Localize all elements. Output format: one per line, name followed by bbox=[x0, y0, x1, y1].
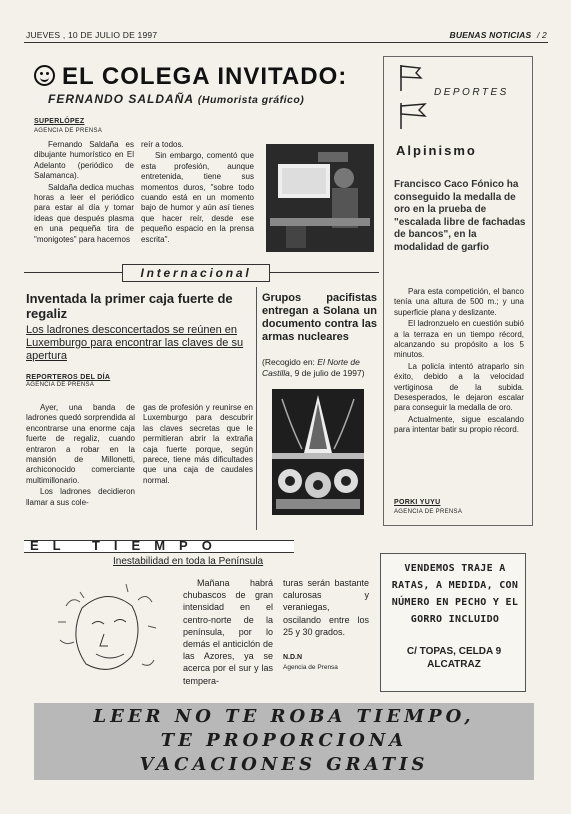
paragraph: reír a todos. bbox=[141, 140, 184, 149]
intl-byline: REPORTEROS DEL DÍA bbox=[26, 374, 111, 381]
weather-subhead: Inestabilidad en toda la Península bbox=[113, 556, 264, 567]
ad-address: C/ TOPAS, CELDA 9 ALCATRAZ bbox=[406, 646, 502, 670]
flag-icon bbox=[398, 101, 428, 131]
page-number: / 2 bbox=[536, 30, 547, 40]
headline-regaliz: Inventada la primer caja fuerte de regaliz bbox=[26, 291, 233, 321]
issue-date: JUEVES , 10 DE JULIO DE 1997 bbox=[26, 30, 158, 40]
column-divider bbox=[256, 287, 257, 530]
flag-icon bbox=[398, 63, 424, 93]
sports-headline: Francisco Caco Fónico ha conseguido la medalla de oro en la prueba de "escalada libre de fachadas de bancos", en la modalidad de garfio bbox=[394, 179, 526, 253]
intl-column-2 bbox=[143, 403, 253, 487]
paper-name: BUENAS NOTICIAS bbox=[449, 30, 532, 40]
headline-pacifistas: Grupos pacifistas entregan a Solana un documento contra las armas nucleares bbox=[262, 292, 377, 343]
paragraph: Sin embargo, comentó que esta profesión, aunque entretenida, tiene sus momentos duros, "sobre todo cuando está en un momento bajo de humor y aún así tienes que hacer reír, desde ese pequeño espacio en la prensa escrita". bbox=[141, 151, 254, 244]
weather-face-drawing bbox=[52, 578, 162, 688]
sports-title: Alpinismo bbox=[396, 143, 477, 158]
intl-agency: AGENCIA DE PRENSA bbox=[26, 382, 95, 388]
feature-column-2 bbox=[141, 140, 254, 246]
paragraph: gas de profesión y reunirse en Luxemburgo para descubrir las claves secretas que le permitieran abrir la extraña caja fuerte porque, según parece, tiene más dificultades que una caja de caudales normal. bbox=[143, 403, 253, 485]
guest-name: FERNANDO SALDAÑA bbox=[48, 92, 194, 106]
paragraph: Actualmente, sigue escalando para intentar batir su propio récord. bbox=[394, 414, 524, 435]
pacifists-source: (Recogido en: El Norte de Castilla, 9 de julio de 1997) bbox=[262, 357, 365, 378]
weather-column-2 bbox=[283, 577, 369, 639]
paragraph: Saldaña dedica muchas horas a leer el periódico para estar al día y tomar ideas que después plasma en una pequeña tira de "monigotes" para hacernos bbox=[34, 182, 134, 244]
intl-column-1 bbox=[26, 403, 135, 509]
weather-byline: N.D.N bbox=[283, 654, 303, 661]
paragraph: Para esta competición, el banco tenía una altura de 500 m.; y una superficie plana y deslizante. bbox=[394, 287, 524, 317]
sports-body bbox=[394, 287, 524, 437]
subhead-regaliz: Los ladrones desconcertados se reúnen en Luxemburgo para encontrar las claves de su apertura bbox=[26, 324, 244, 362]
protest-illustration bbox=[272, 389, 364, 515]
feature-agency: AGENCIA DE PRENSA bbox=[34, 128, 103, 134]
feature-byline: SUPERLÓPEZ bbox=[34, 118, 85, 125]
slogan-banner bbox=[34, 703, 534, 780]
sports-agency: AGENCIA DE PRENSA bbox=[394, 509, 463, 515]
section-label: EL TIEMPO bbox=[30, 538, 226, 553]
feature-subtitle bbox=[48, 92, 304, 106]
slogan-line-2: TE PROPORCIONA bbox=[160, 730, 408, 751]
section-label: DEPORTES bbox=[434, 87, 509, 98]
weather-column-1 bbox=[183, 577, 273, 688]
paragraph: turas serán bastante calurosas y veraniegas, oscilando entre los 25 y 30 grados. bbox=[283, 578, 369, 637]
paragraph: Los ladrones decidieron llamar a sus cole- bbox=[26, 487, 135, 507]
section-label: Internacional bbox=[122, 264, 270, 282]
paragraph: Ayer, una banda de ladrones quedó sorprendida al encontrarse una enorme caja fuerte de regaliz, cuando entraron a robar en la mansión de Millonetti, archiconocido comerciante multimillonario. bbox=[26, 403, 135, 485]
paragraph: Mañana habrá chubascos de gran intensidad en el centro-norte de la península, por lo demás el anticiclón de las Azores, ya se acerca por el sur y las tempera- bbox=[183, 578, 273, 686]
paragraph: La policía intentó atraparlo sin éxito, debido a la velocidad vertiginosa de la subida. Desesperados, le dejaron escalar para conseguir la medalla de oro. bbox=[394, 361, 524, 413]
slogan-line-3: VACACIONES GRATIS bbox=[139, 754, 429, 775]
paragraph: El ladronzuelo en cuestión subió a la terraza en un tiempo récord, alcanzando su propósito a los 5 minutos. bbox=[394, 319, 524, 360]
weather-agency: Agencia de Prensa bbox=[283, 664, 338, 671]
masthead bbox=[450, 30, 548, 40]
paragraph: Fernando Saldaña es dibujante humorístico en El Adelanto (periódico de Salamanca). bbox=[34, 140, 134, 181]
cartoonist-photo bbox=[266, 144, 374, 252]
feature-title: EL COLEGA INVITADO: bbox=[34, 63, 347, 91]
smiley-icon bbox=[34, 65, 55, 86]
sports-panel bbox=[383, 56, 533, 526]
ad-text: VENDEMOS TRAJE A RATAS, A MEDIDA, CON NÚMERO EN PECHO Y EL GORRO INCLUIDO bbox=[391, 563, 519, 625]
header-rule bbox=[24, 42, 548, 43]
guest-role: (Humorista gráfico) bbox=[197, 94, 305, 106]
sports-byline: PORKI YUYU bbox=[394, 499, 441, 506]
slogan-line-1: LEER NO TE ROBA TIEMPO, bbox=[93, 706, 475, 727]
feature-column-1 bbox=[34, 140, 134, 246]
classified-ad bbox=[380, 553, 526, 692]
